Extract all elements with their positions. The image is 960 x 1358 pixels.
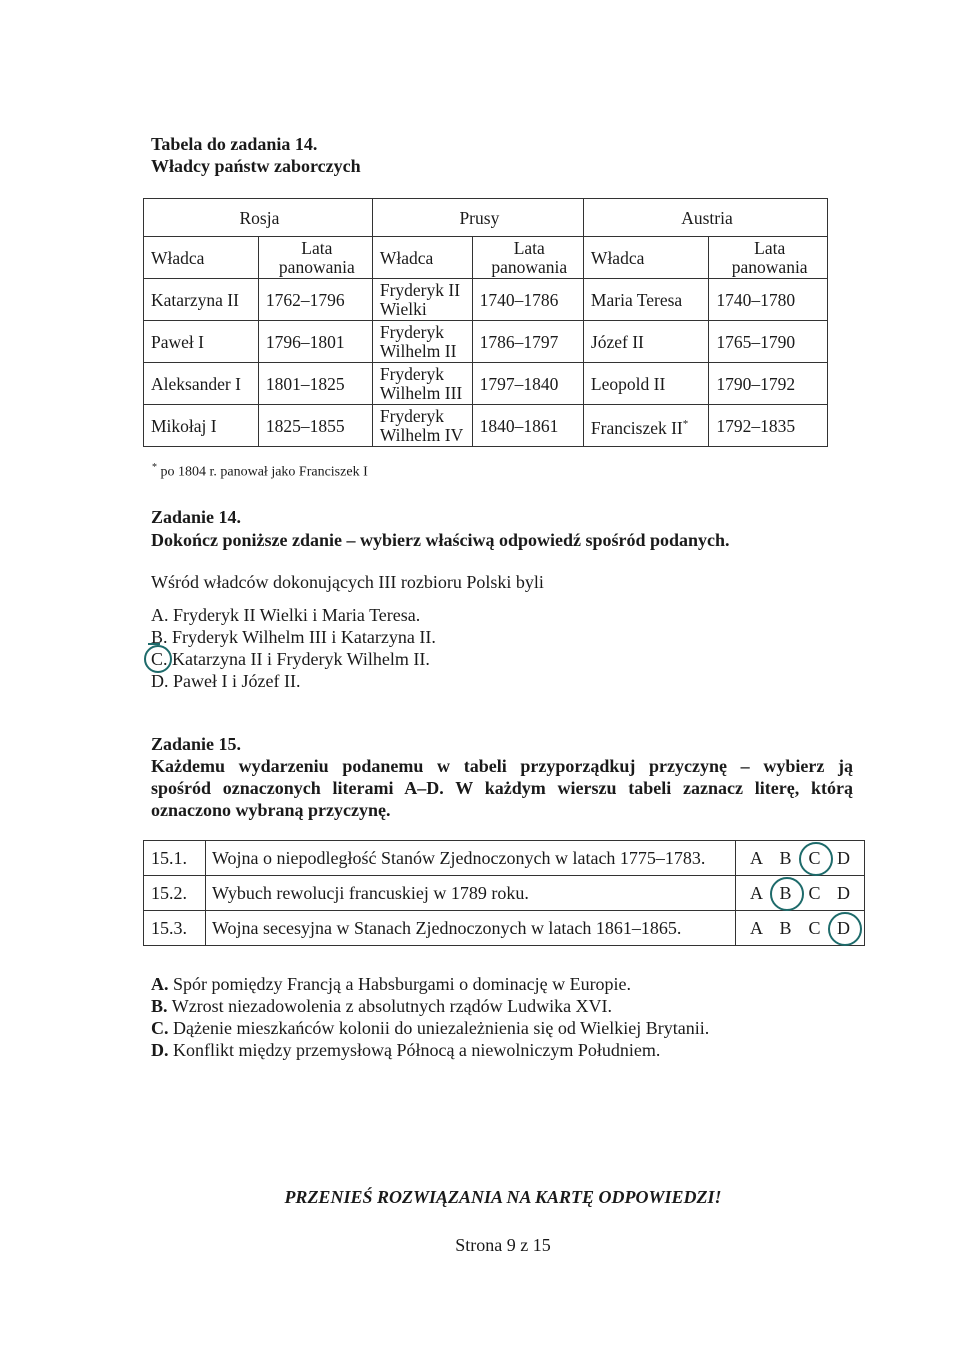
footnote-mark: * xyxy=(682,417,689,430)
table-row xyxy=(144,841,865,876)
option-letter: D. xyxy=(151,671,169,691)
event-text: Wybuch rewolucji francuskiej w 1789 roku. xyxy=(206,876,736,911)
answer-option-c[interactable]: C xyxy=(808,917,821,938)
years-cell: 1840–1861 xyxy=(472,405,583,447)
cause-text: Dążenie mieszkańców kolonii do uniezależnienia się od Wielkiej Brytanii. xyxy=(173,1018,710,1038)
table-row xyxy=(144,911,865,946)
task15-instruction-line-2: spośród oznaczonych literami A–D. W każdym wierszu tabeli zaznacz literę, którą xyxy=(151,778,853,798)
task14-option-c[interactable] xyxy=(151,648,430,670)
task15-instruction-line-3: oznaczono wybraną przyczynę. xyxy=(151,800,391,820)
answer-option-c-selected[interactable]: C xyxy=(804,848,826,869)
ruler-cell: Fryderyk II Wielki xyxy=(372,279,472,321)
task14-stem: Wśród władców dokonujących III rozbioru Polski byli xyxy=(151,572,544,592)
years-cell: 1792–1835 xyxy=(709,405,828,447)
task15-instruction-line-1: Każdemu wydarzeniu podanemu w tabeli przyporządkuj przyczynę – wybierz ją xyxy=(151,756,853,776)
answer-option-b[interactable]: B xyxy=(779,917,792,938)
years-cell: 1740–1786 xyxy=(472,279,583,321)
cause-text: Konflikt między przemysłową Północą a niewolniczym Południem. xyxy=(173,1040,661,1060)
answer-options xyxy=(736,876,865,911)
option-text: Katarzyna II i Fryderyk Wilhelm II. xyxy=(172,649,430,669)
answer-option-a[interactable]: A xyxy=(750,847,763,868)
cause-letter: A. xyxy=(151,974,169,994)
years-cell: 1796–1801 xyxy=(258,321,372,363)
years-cell: 1765–1790 xyxy=(709,321,828,363)
transfer-reminder: PRZENIEŚ ROZWIĄZANIA NA KARTĘ ODPOWIEDZI! xyxy=(284,1187,722,1207)
years-cell: 1801–1825 xyxy=(258,363,372,405)
event-text: Wojna secesyjna w Stanach Zjednoczonych w latach 1861–1865. xyxy=(206,911,736,946)
cause-letter: B. xyxy=(151,996,168,1016)
years-cell: 1790–1792 xyxy=(709,363,828,405)
ruler-cell: Fryderyk Wilhelm IV xyxy=(372,405,472,447)
option-text: Fryderyk II Wielki i Maria Teresa. xyxy=(173,605,421,625)
task14-option-b[interactable] xyxy=(151,626,436,648)
footnote: * po 1804 r. panował jako Franciszek I xyxy=(152,462,368,480)
cause-text: Wzrost niezadowolenia z absolutnych rządów Ludwika XVI. xyxy=(171,996,613,1016)
answer-option-d-selected[interactable]: D xyxy=(833,918,855,939)
col-ruler-au: Władca xyxy=(583,237,708,279)
country-header-austria: Austria xyxy=(583,199,827,237)
task15-table xyxy=(143,840,865,946)
cause-letter: C. xyxy=(151,1018,169,1038)
answer-option-b-selected[interactable]: B xyxy=(775,883,797,904)
ruler-cell: Franciszek II* xyxy=(583,405,708,447)
answer-option-d[interactable]: D xyxy=(837,847,850,868)
ruler-cell: Aleksander I xyxy=(144,363,259,405)
col-years-au: Lata panowania xyxy=(709,237,828,279)
cause-letter: D. xyxy=(151,1040,169,1060)
answer-option-c[interactable]: C xyxy=(808,882,821,903)
row-number: 15.1. xyxy=(144,841,206,876)
answer-options xyxy=(736,911,865,946)
table-title: Władcy państw zaborczych xyxy=(151,156,361,176)
cause-a xyxy=(151,973,631,995)
col-years-pr: Lata panowania xyxy=(472,237,583,279)
option-letter-selected: C. xyxy=(151,649,168,669)
country-header-prussia: Prusy xyxy=(372,199,583,237)
ruler-cell: Maria Teresa xyxy=(583,279,708,321)
page-number: Strona 9 z 15 xyxy=(455,1235,551,1255)
answer-option-a[interactable]: A xyxy=(750,882,763,903)
table-label: Tabela do zadania 14. xyxy=(151,134,318,154)
task14-option-a[interactable] xyxy=(151,604,420,626)
answer-options xyxy=(736,841,865,876)
answer-option-b[interactable]: B xyxy=(779,847,792,868)
ruler-cell: Mikołaj I xyxy=(144,405,259,447)
row-number: 15.2. xyxy=(144,876,206,911)
table-row xyxy=(144,876,865,911)
ruler-cell: Fryderyk Wilhelm III xyxy=(372,363,472,405)
years-cell: 1740–1780 xyxy=(709,279,828,321)
years-cell: 1762–1796 xyxy=(258,279,372,321)
task14-title: Zadanie 14. xyxy=(151,507,242,527)
option-letter: A. xyxy=(151,605,169,625)
rulers-table xyxy=(143,198,828,447)
ruler-cell: Leopold II xyxy=(583,363,708,405)
ruler-cell: Paweł I xyxy=(144,321,259,363)
ruler-cell: Katarzyna II xyxy=(144,279,259,321)
ruler-cell: Fryderyk Wilhelm II xyxy=(372,321,472,363)
cause-text: Spór pomiędzy Francją a Habsburgami o dominację w Europie. xyxy=(173,974,632,994)
task14-instruction: Dokończ poniższe zdanie – wybierz właściwą odpowiedź spośród podanych. xyxy=(151,530,730,550)
event-text: Wojna o niepodległość Stanów Zjednoczonych w latach 1775–1783. xyxy=(206,841,736,876)
col-ruler-pr: Władca xyxy=(372,237,472,279)
years-cell: 1797–1840 xyxy=(472,363,583,405)
task14-option-d[interactable] xyxy=(151,670,300,692)
years-cell: 1825–1855 xyxy=(258,405,372,447)
col-years-ru: Lata panowania xyxy=(258,237,372,279)
answer-option-d[interactable]: D xyxy=(837,882,850,903)
table-row xyxy=(144,321,828,363)
answer-option-a[interactable]: A xyxy=(750,917,763,938)
option-letter: B. xyxy=(151,627,168,647)
years-cell: 1786–1797 xyxy=(472,321,583,363)
cause-b xyxy=(151,995,612,1017)
country-header-russia: Rosja xyxy=(144,199,373,237)
option-text: Paweł I i Józef II. xyxy=(173,671,301,691)
table-row xyxy=(144,363,828,405)
cause-c xyxy=(151,1017,709,1039)
table-row xyxy=(144,405,828,447)
cause-d xyxy=(151,1039,660,1061)
table-row xyxy=(144,279,828,321)
task15-title: Zadanie 15. xyxy=(151,734,242,754)
col-ruler-ru: Władca xyxy=(144,237,259,279)
option-text: Fryderyk Wilhelm III i Katarzyna II. xyxy=(172,627,436,647)
row-number: 15.3. xyxy=(144,911,206,946)
ruler-cell: Józef II xyxy=(583,321,708,363)
